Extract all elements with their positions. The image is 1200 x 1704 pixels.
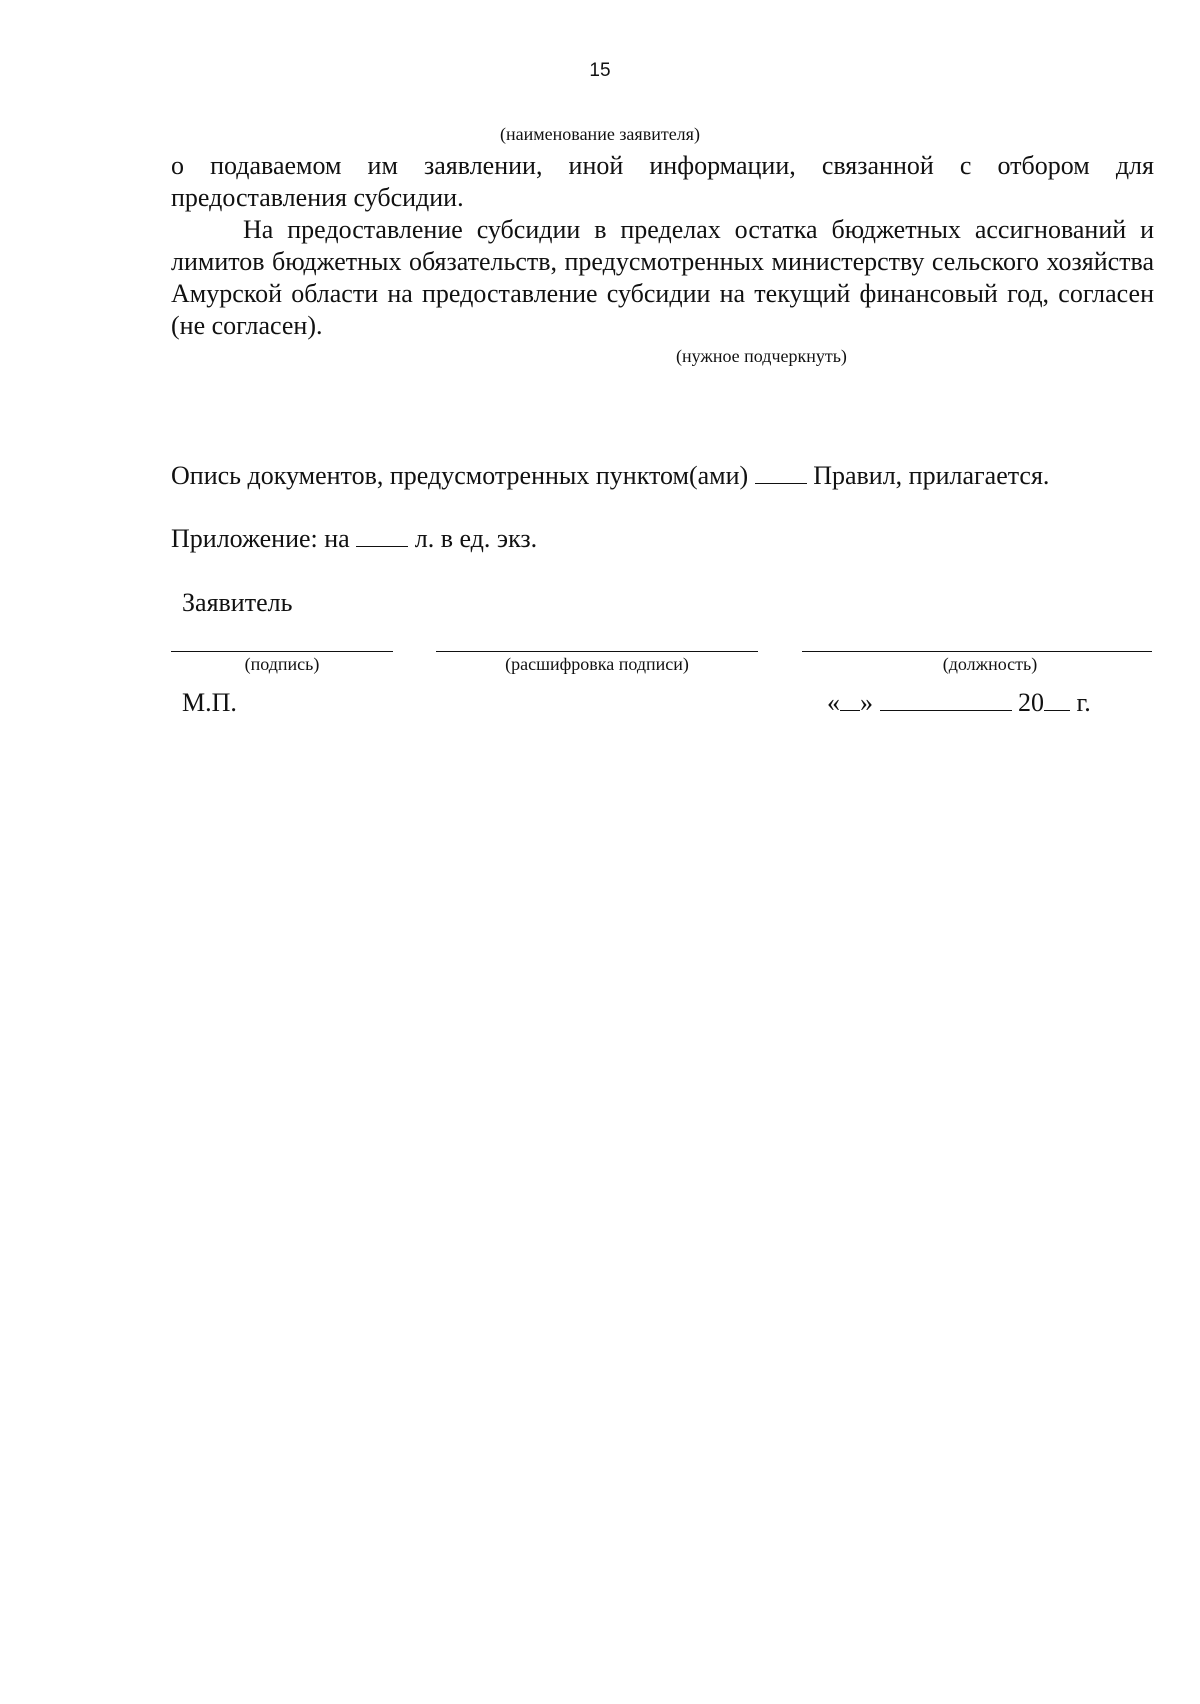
clause-number-blank — [755, 463, 807, 484]
applicant-name-caption: (наименование заявителя) — [500, 124, 700, 144]
date-open-quote: « — [827, 688, 840, 717]
appendix-text-before: Приложение: на — [171, 524, 350, 553]
inventory-text-after: Правил, прилагается. — [813, 461, 1050, 490]
appendix-line — [171, 524, 537, 554]
signature-caption: (подпись) — [244, 654, 320, 674]
stamp-label: М.П. — [182, 688, 237, 717]
inventory-text-before: Опись документов, предусмотренных пунктом(ами) — [171, 461, 749, 490]
position-caption: (должность) — [942, 654, 1038, 674]
year-suffix: г. — [1076, 688, 1091, 717]
applicant-label: Заявитель — [182, 588, 293, 617]
day-blank — [840, 690, 860, 711]
position-line — [802, 651, 1152, 652]
year-prefix: 20 — [1018, 688, 1044, 717]
date-close-quote: » — [860, 688, 873, 717]
year-blank — [1044, 690, 1070, 711]
appendix-text-after: л. в ед. экз. — [414, 524, 538, 553]
paragraph-information: о подаваемом им заявлении, иной информации, связанной с отбором для предоставления субсидии. — [171, 151, 1154, 212]
inventory-line — [171, 461, 1049, 491]
month-blank — [880, 690, 1012, 711]
date-line — [827, 688, 1091, 718]
paragraph-consent: На предоставление субсидии в пределах остатка бюджетных ассигнований и лимитов бюджетных обязательств, предусмотренных министерству сельского хозяйства Амурской области на предоставление субсидии на текущий финансовый год, согласен (не согласен). — [171, 215, 1154, 340]
signature-decoding-caption: (расшифровка подписи) — [505, 654, 689, 674]
sheet-count-blank — [356, 526, 408, 547]
signature-line — [171, 651, 393, 652]
page-number: 15 — [589, 60, 611, 81]
signature-decoding-line — [436, 651, 758, 652]
underline-needed-caption: (нужное подчеркнуть) — [676, 346, 847, 366]
